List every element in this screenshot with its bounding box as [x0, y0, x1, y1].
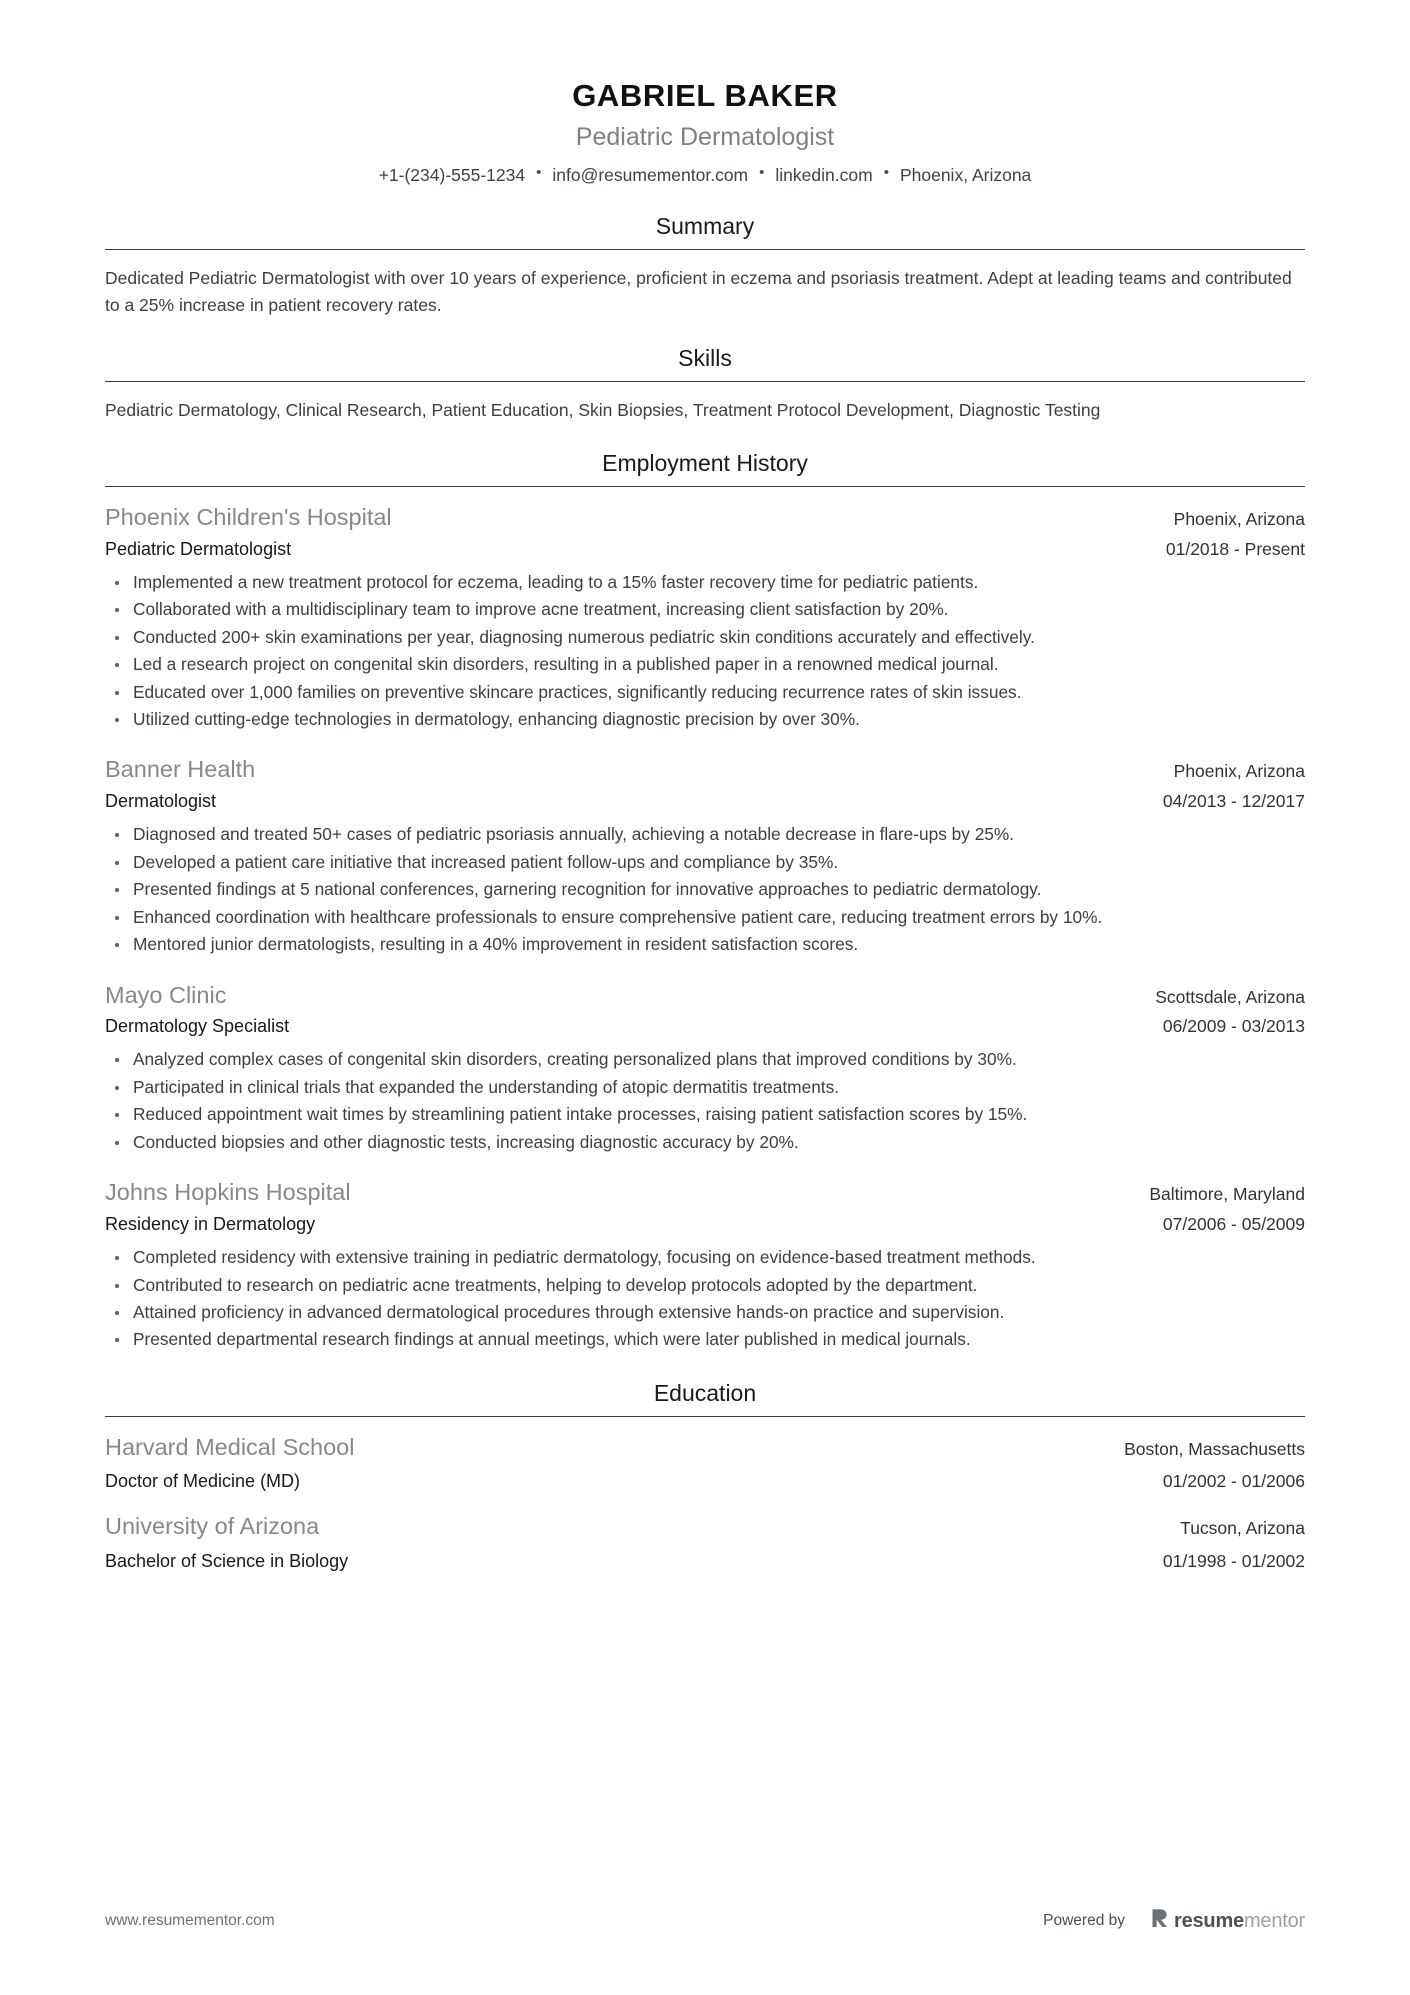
school-name: University of Arizona: [105, 1513, 320, 1540]
education-entry: [105, 1511, 1305, 1573]
employer-name: Banner Health: [105, 756, 256, 783]
job-achievements: [105, 1245, 1305, 1353]
list-item: Mentored junior dermatologists, resulting in a 40% improvement in resident satisfaction scores.: [105, 932, 1305, 957]
candidate-name: GABRIEL BAKER: [572, 78, 838, 113]
list-item: Utilized cutting-edge technologies in dermatology, enhancing diagnostic precision by over 30%.: [105, 707, 1305, 732]
job-dates: 07/2006 - 05/2009: [1162, 1213, 1305, 1234]
contact-separator-icon: •: [536, 164, 542, 182]
job-title: Residency in Dermatology: [105, 1213, 316, 1234]
degree-dates: 01/2002 - 01/2006: [1162, 1471, 1305, 1492]
employer-name: Johns Hopkins Hospital: [105, 1179, 351, 1206]
resumementor-brand[interactable]: [1151, 1908, 1305, 1933]
list-item: Attained proficiency in advanced dermatological procedures through extensive hands-on practice and supervision.: [105, 1300, 1305, 1325]
brand-text-light: mentor: [1243, 1909, 1305, 1932]
section-title-education: Education: [653, 1379, 757, 1406]
job-title: Dermatologist: [105, 791, 217, 812]
skills-body: [105, 382, 1305, 423]
employment-entry: [105, 980, 1305, 1156]
candidate-job-title: Pediatric Dermatologist: [575, 122, 835, 151]
list-item: Analyzed complex cases of congenital skin disorders, creating personalized plans that improved conditions by 30%.: [105, 1047, 1305, 1072]
contact-separator-icon: •: [759, 164, 765, 182]
list-item: Developed a patient care initiative that increased patient follow-ups and compliance by 35%.: [105, 850, 1305, 875]
job-title: Dermatology Specialist: [105, 1016, 290, 1037]
list-item: Conducted biopsies and other diagnostic tests, increasing diagnostic accuracy by 20%.: [105, 1130, 1305, 1155]
education-entry: [105, 1432, 1305, 1494]
skills-list: Pediatric Dermatology, Clinical Research, Patient Education, Skin Biopsies, Treatment Protocol Development, Diagnostic Testing: [105, 400, 1101, 421]
section-skills: [105, 344, 1305, 423]
employer-location: Phoenix, Arizona: [1173, 509, 1305, 530]
section-title-skills: Skills: [678, 345, 732, 372]
job-achievements: [105, 822, 1305, 957]
list-item: Implemented a new treatment protocol for eczema, leading to a 15% faster recovery time for pediatric patients.: [105, 570, 1305, 595]
list-item: Led a research project on congenital skin disorders, resulting in a published paper in a renowned medical journal.: [105, 652, 1305, 677]
list-item: Conducted 200+ skin examinations per year, diagnosing numerous pediatric skin conditions accurately and effectively.: [105, 625, 1305, 650]
section-summary: [105, 212, 1305, 318]
job-dates: 06/2009 - 03/2013: [1162, 1016, 1305, 1037]
contact-email: info@resumementor.com: [552, 164, 749, 185]
list-item: Diagnosed and treated 50+ cases of pediatric psoriasis annually, achieving a notable decrease in flare-ups by 25%.: [105, 822, 1305, 847]
section-title-employment-history: Employment History: [602, 450, 808, 477]
section-title-summary: Summary: [655, 213, 755, 240]
footer-website-url[interactable]: www.resumementor.com: [105, 1911, 275, 1929]
contact-location: Phoenix, Arizona: [899, 164, 1032, 185]
degree-title: Doctor of Medicine (MD): [105, 1471, 301, 1492]
resumementor-logo-icon: [1151, 1908, 1168, 1933]
contact-line: [105, 164, 1305, 187]
degree-title: Bachelor of Science in Biology: [105, 1551, 349, 1572]
list-item: Contributed to research on pediatric acne treatments, helping to develop protocols adopted by the department.: [105, 1273, 1305, 1298]
employer-name: Phoenix Children's Hospital: [105, 504, 392, 531]
list-item: Collaborated with a multidisciplinary team to improve acne treatment, increasing client satisfaction by 20%.: [105, 597, 1305, 622]
degree-dates: 01/1998 - 01/2002: [1162, 1551, 1305, 1572]
summary-body: [105, 250, 1305, 318]
contact-phone: +1-(234)-555-1234: [378, 164, 526, 185]
resumementor-wordmark: [1174, 1911, 1305, 1931]
contact-linkedin: linkedin.com: [775, 164, 873, 185]
education-body: [105, 1417, 1305, 1574]
employer-location: Phoenix, Arizona: [1173, 761, 1305, 782]
job-achievements: [105, 1047, 1305, 1155]
school-location: Tucson, Arizona: [1180, 1518, 1305, 1539]
footer-branding: [1043, 1908, 1305, 1933]
job-dates: 01/2018 - Present: [1165, 538, 1305, 559]
employer-location: Baltimore, Maryland: [1149, 1184, 1305, 1205]
powered-by-label: Powered by: [1043, 1911, 1125, 1929]
school-location: Boston, Massachusetts: [1124, 1438, 1305, 1459]
employer-location: Scottsdale, Arizona: [1155, 986, 1305, 1007]
contact-separator-icon: •: [883, 164, 889, 182]
employment-body: [105, 487, 1305, 1353]
employment-entry: [105, 1177, 1305, 1353]
section-employment-history: [105, 449, 1305, 1353]
job-achievements: [105, 570, 1305, 733]
list-item: Enhanced coordination with healthcare professionals to ensure comprehensive patient care, reducing treatment errors by 10%.: [105, 905, 1305, 930]
list-item: Educated over 1,000 families on preventive skincare practices, significantly reducing recurrence rates of skin issues.: [105, 680, 1305, 705]
employer-name: Mayo Clinic: [105, 981, 227, 1008]
employment-entry: [105, 754, 1305, 957]
job-title: Pediatric Dermatologist: [105, 538, 292, 559]
list-item: Presented findings at 5 national conferences, garnering recognition for innovative approaches to pediatric dermatology.: [105, 877, 1305, 902]
summary-text: Dedicated Pediatric Dermatologist with over 10 years of experience, proficient in eczema and psoriasis treatment. Adept at leading teams and contributed to a 25% increase in patient recovery rates.: [105, 268, 1292, 315]
list-item: Presented departmental research findings at annual meetings, which were later published in medical journals.: [105, 1327, 1305, 1352]
brand-text-bold: resume: [1174, 1909, 1244, 1932]
list-item: Completed residency with extensive training in pediatric dermatology, focusing on evidence-based treatment methods.: [105, 1245, 1305, 1270]
employment-entry: [105, 502, 1305, 732]
section-education: [105, 1379, 1305, 1574]
job-dates: 04/2013 - 12/2017: [1162, 791, 1305, 812]
page-footer: [105, 1908, 1305, 1933]
resume-header: [105, 78, 1305, 186]
list-item: Participated in clinical trials that expanded the understanding of atopic dermatitis treatments.: [105, 1075, 1305, 1100]
school-name: Harvard Medical School: [105, 1433, 355, 1460]
list-item: Reduced appointment wait times by streamlining patient intake processes, raising patient satisfaction scores by 15%.: [105, 1102, 1305, 1127]
